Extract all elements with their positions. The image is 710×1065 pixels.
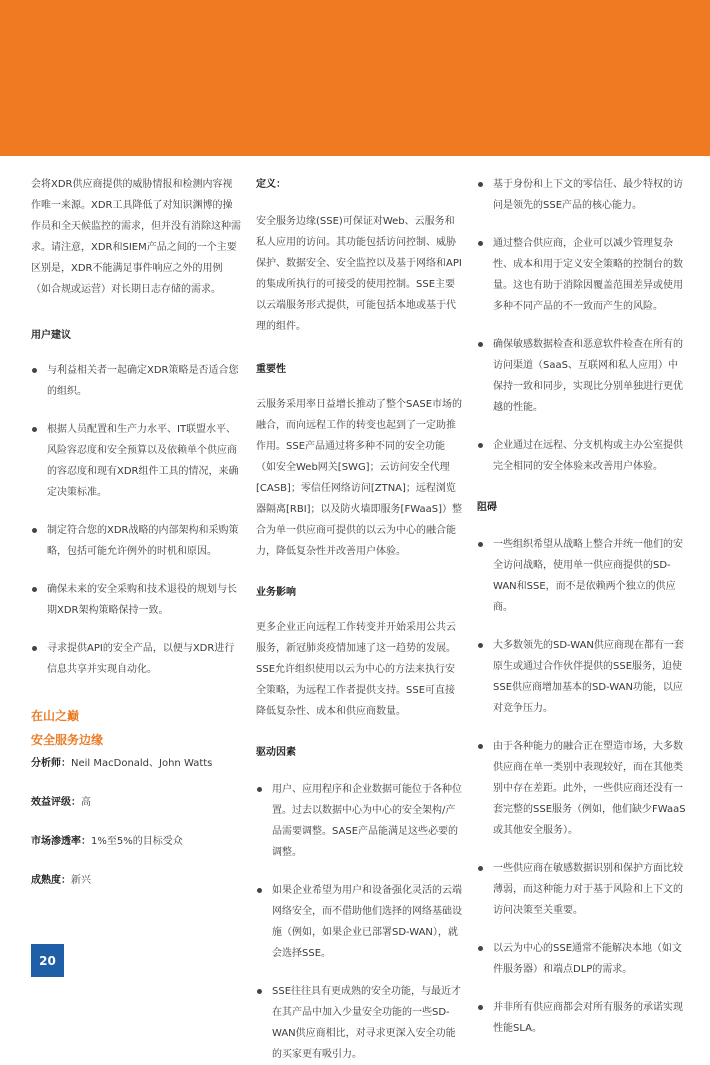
column-left — [31, 174, 241, 891]
column-middle — [256, 174, 464, 1065]
list-item: 企业通过在远程、分支机构或主办公室提供完全相同的安全体验来改善用户体验。 — [477, 435, 687, 477]
list-item: 根据人员配置和生产力水平、IT联盟水平、风险容忍度和安全预算以及依赖单个供应商的容忍度和现有XDR组件工具的情况，来确定决策标准。 — [31, 419, 241, 503]
section-orange-label: 在山之巅 — [31, 709, 80, 723]
list-item: 如果企业希望为用户和设备强化灵活的云端网络安全，而不借助他们选择的网络基础设施（例如，如果企业已部署SD-WAN），就会选择SSE。 — [256, 880, 464, 964]
benefit-line: 效益评级：高 — [31, 797, 91, 808]
list-item: 一些组织希望从战略上整合并统一他们的安全访问战略，使用单一供应商提供的SD-WAN和SSE，而不是依赖两个独立的供应商。 — [477, 534, 687, 618]
list-item: 用户、应用程序和企业数据可能位于各种位置。过去以数据中心为中心的安全架构/产品需要调整。SASE产品能满足这些必要的调整。 — [256, 779, 464, 863]
drv-heading: 驱动因素 — [256, 747, 296, 758]
def-heading: 定义： — [256, 179, 286, 190]
list-item: 寻求提供API的安全产品，以便与XDR进行信息共享并实现自动化。 — [31, 638, 241, 680]
imp-heading: 重要性 — [256, 364, 286, 375]
list-item: 并非所有供应商都会对所有服务的承诺实现性能SLA。 — [477, 997, 687, 1039]
obs-list — [477, 534, 687, 1039]
list-item: 以云为中心的SSE通常不能解决本地（如文件服务器）和端点DLP的需求。 — [477, 938, 687, 980]
penetration-line: 市场渗透率：1%至5%的目标受众 — [31, 836, 183, 847]
rec-list — [31, 360, 241, 680]
list-item: 制定符合您的XDR战略的内部架构和采购策略，包括可能允许例外的时机和原因。 — [31, 520, 241, 562]
header-banner — [0, 0, 710, 156]
def-paragraph: 安全服务边缘(SSE)可保证对Web、云服务和私人应用的访问。其功能包括访问控制、威胁保护、数据安全、安全监控以及基于网络和API的集成所执行的可接受的使用控制。SSE主要以云端服务形式提供，可能包括本地或基于代理的组件。 — [256, 216, 462, 332]
list-item: 大多数领先的SD-WAN供应商现在都有一套原生或通过合作伙伴提供的SSE服务，迫使SSE供应商增加基本的SD-WAN功能，以应对竞争压力。 — [477, 635, 687, 719]
biz-paragraph: 更多企业正向远程工作转变并开始采用公共云服务，新冠肺炎疫情加速了这一趋势的发展。SSE允许组织使用以云为中心的方法来执行安全策略，为远程工作者提供支持。SSE可直接降低复杂性、成本和供应商数量。 — [256, 622, 456, 717]
imp-paragraph: 云服务采用率日益增长推动了整个SASE市场的融合，而向远程工作的转变也起到了一定助推作用。SSE产品通过将多种不同的安全功能（如安全Web网关[SWG]；云访问安全代理[CASB]；零信任网络访问[ZTNA]；远程浏览器隔离[RBI]；以及防火墙即服务[FWaaS]）整合为单一供应商可提供的以云为中心的融合能力，降低复杂性并改善用户体验。 — [256, 399, 463, 557]
list-item: 一些供应商在敏感数据识别和保护方面比较薄弱，而这种能力对于基于风险和上下文的访问决策至关重要。 — [477, 858, 687, 921]
intro-paragraph: 会将XDR供应商提供的威胁情报和检测内容视作唯一来源。XDR工具降低了对知识渊博的操作员和全天候监控的需求，但并没有消除这种需求。请注意，XDR和SIEM产品之间的一个主要区别是，XDR不能满足事件响应之外的用例（如合规或运营）对长期日志存储的需求。 — [31, 179, 241, 295]
biz-heading: 业务影响 — [256, 587, 296, 598]
section-title: 安全服务边缘 — [31, 733, 104, 747]
benefit-list — [477, 174, 687, 477]
list-item: 基于身份和上下文的零信任、最少特权的访问是领先的SSE产品的核心能力。 — [477, 174, 687, 216]
analyst-line: 分析师：Neil MacDonald、John Watts — [31, 758, 213, 769]
list-item: 通过整合供应商，企业可以减少管理复杂性、成本和用于定义安全策略的控制台的数量。这也有助于消除因覆盖范围差异或使用多种不同产品的不一致而产生的风险。 — [477, 233, 687, 317]
list-item: 与利益相关者一起确定XDR策略是否适合您的组织。 — [31, 360, 241, 402]
maturity-line: 成熟度：新兴 — [31, 875, 91, 886]
list-item: 由于各种能力的融合正在塑造市场，大多数供应商在单一类别中表现较好，而在其他类别中存在差距。此外，一些供应商还没有一套完整的SSE服务（例如，他们缺少FWaaS或其他安全服务）。 — [477, 736, 687, 841]
page-number: 20 — [31, 944, 64, 977]
list-item: SSE往往具有更成熟的安全功能，与最近才在其产品中加入少量安全功能的一些SD-WAN供应商相比，对寻求更深入安全功能的买家更有吸引力。 — [256, 981, 464, 1065]
list-item: 确保未来的安全采购和技术退役的规划与长期XDR架构策略保持一致。 — [31, 579, 241, 621]
list-item: 确保敏感数据检查和恶意软件检查在所有的访问渠道（SaaS、互联网和私人应用）中保持一致和同步，实现比分别单独进行更优越的性能。 — [477, 334, 687, 418]
rec-heading: 用户建议 — [31, 330, 71, 341]
drv-list — [256, 779, 464, 1065]
obs-heading: 阻碍 — [477, 502, 497, 513]
column-right — [477, 174, 687, 1039]
